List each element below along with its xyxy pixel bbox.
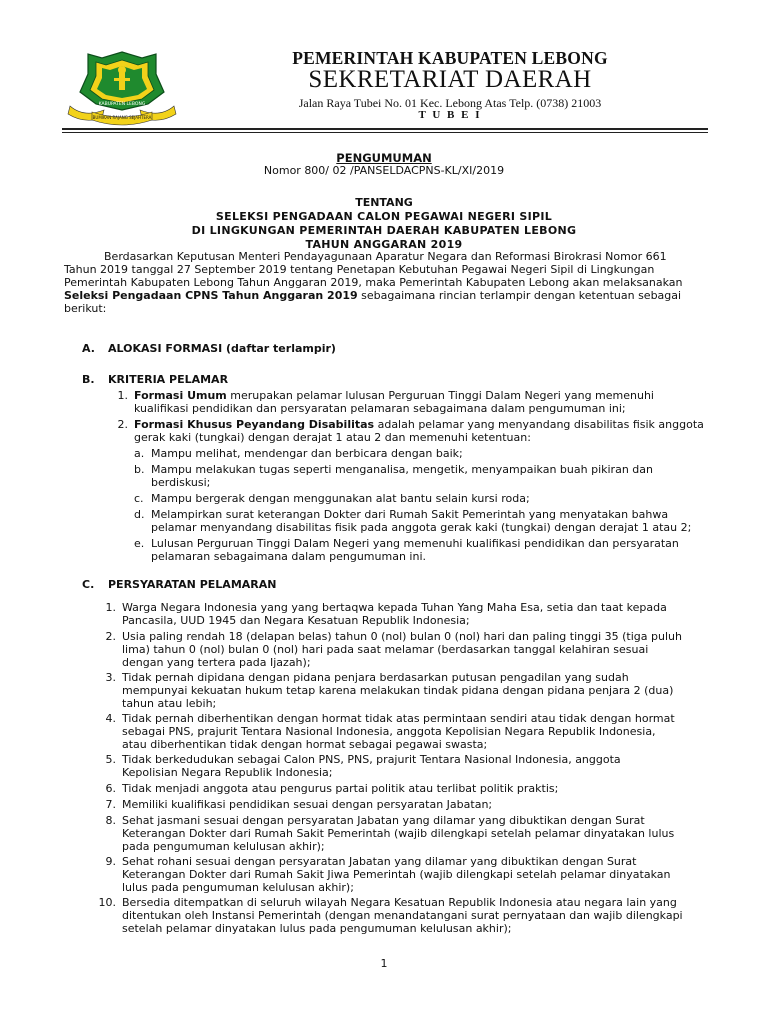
item-line: kualifikasi pendidikan dan persyaratan pelamaran sebagaimana dalam pengumuman ini; xyxy=(134,402,626,415)
item-line: lulus pada pengumuman kelulusan akhir); xyxy=(122,881,354,894)
item-text xyxy=(134,390,654,403)
item-line: mempunyai kekuatan hukum tetap karena melakukan tindak pidana dengan pidana penjara 2 (dua) xyxy=(122,684,674,697)
sub-line: berdiskusi; xyxy=(151,476,211,489)
sub-line: pelamar menyandang disabilitas fisik pada anggota gerak kaki (tungkai) dengan derajat 1 atau 2; xyxy=(151,521,692,534)
intro-line: Tahun 2019 tanggal 27 September 2019 tentang Penetapan Kebutuhan Pegawai Negeri Sipil di Lingkungan xyxy=(64,263,655,276)
kabupaten-lebong-logo xyxy=(64,48,180,126)
item-line: setelah pelamar dinyatakan lulus pada pengumuman kelulusan akhir); xyxy=(122,922,512,935)
sub-letter: c. xyxy=(134,492,144,505)
item-line: Kepolisian Negara Republik Indonesia; xyxy=(122,766,333,779)
item-number: 10. xyxy=(98,896,116,909)
letterhead-office: SEKRETARIAT DAERAH xyxy=(308,66,592,93)
sub-letter: e. xyxy=(134,537,145,550)
section-letter: C. xyxy=(82,578,95,591)
section-title: KRITERIA PELAMAR xyxy=(108,373,229,386)
item-line: Memiliki kualifikasi pendidikan sesuai dengan persyaratan Jabatan; xyxy=(122,798,493,811)
item-line: merupakan pelamar lulusan Perguruan Tinggi Dalam Negeri yang memenuhi xyxy=(226,389,654,402)
item-line: gerak kaki (tungkai) dengan derajat 1 atau 2 dan memenuhi ketentuan: xyxy=(134,431,531,444)
page-number: 1 xyxy=(380,957,388,970)
item-line: Tidak pernah diberhentikan dengan hormat tidak atas permintaan sendiri atau tidak dengan hormat xyxy=(122,712,675,725)
item-number: 8. xyxy=(105,814,116,827)
item-line: Tidak menjadi anggota atau pengurus partai politik atau terlibat politik praktis; xyxy=(122,782,559,795)
sub-line: Mampu melihat, mendengar dan berbicara dengan baik; xyxy=(151,447,463,460)
subject-line-1: SELEKSI PENGADAAN CALON PEGAWAI NEGERI SIPIL xyxy=(215,210,553,223)
item-line: sebagai PNS, prajurit Tentara Nasional Indonesia, anggota Kepolisian Negara Republik Indonesia, xyxy=(122,725,656,738)
svg-text:BUMIKAN RAJANG SEJAHTERA: BUMIKAN RAJANG SEJAHTERA xyxy=(92,115,152,120)
section-b-list xyxy=(98,390,708,570)
item-line: ditentukan oleh Instansi Pemerintah (dengan menandatangani surat pernyataan dan wajib dilengkapi xyxy=(122,909,683,922)
item-line: Keterangan Dokter dari Rumah Sakit Pemerintah (wajib dilengkapi setelah pelamar dinyatakan lulus xyxy=(122,827,675,840)
section-letter: B. xyxy=(82,373,95,386)
item-line: tahun atau lebih; xyxy=(122,697,217,710)
intro-line: Berdasarkan Keputusan Menteri Pendayagunaan Aparatur Negara dan Reformasi Birokrasi Nomor 661 xyxy=(104,250,667,263)
item-number: 6. xyxy=(105,782,116,795)
item-line: dengan yang tertera pada Ijazah); xyxy=(122,656,311,669)
subject-line-2: DI LINGKUNGAN PEMERINTAH DAERAH KABUPATEN LEBONG xyxy=(191,224,577,237)
item-line: Tidak berkedudukan sebagai Calon PNS, PNS, prajurit Tentara Nasional Indonesia, anggota xyxy=(122,753,621,766)
item-number: 4. xyxy=(105,712,116,725)
letterhead-city: T U B E I xyxy=(418,109,482,121)
item-line: atau diberhentikan tidak dengan hormat sebagai pegawai swasta; xyxy=(122,738,488,751)
intro-line: Pemerintah Kabupaten Lebong Tahun Anggaran 2019, maka Pemerintah Kabupaten Lebong akan melaksanakan xyxy=(64,276,683,289)
letterhead-address: Jalan Raya Tubei No. 01 Kec. Lebong Atas Telp. (0738) 21003 xyxy=(298,96,602,110)
item-line: lima) tahun 0 (nol) bulan 0 (nol) hari pada saat melamar (berdasarkan tanggal kelahiran sesuai xyxy=(122,643,649,656)
intro-tail: sebagaimana rincian terlampir dengan ketentuan sebagai xyxy=(357,289,682,302)
item-number: 1. xyxy=(117,389,128,402)
intro-line: berikut: xyxy=(64,302,107,315)
sub-line: pelamaran sebagaimana dalam pengumuman ini. xyxy=(151,550,426,563)
announcement-number: Nomor 800/ 02 /PANSELDACPNS-KL/XI/2019 xyxy=(263,164,505,177)
section-title: ALOKASI FORMASI (daftar terlampir) xyxy=(108,342,336,355)
sub-letter: b. xyxy=(134,463,145,476)
section-b-heading xyxy=(82,373,228,386)
section-c-heading xyxy=(82,578,276,591)
item-number: 2. xyxy=(117,418,128,431)
announcement-tentang: TENTANG xyxy=(355,196,413,209)
section-a-heading xyxy=(82,342,336,355)
letterhead-rule-thin xyxy=(62,132,708,133)
item-line: Tidak pernah dipidana dengan pidana penjara berdasarkan putusan pengadilan yang sudah xyxy=(122,671,629,684)
item-number: 2. xyxy=(105,630,116,643)
sub-line: Lulusan Perguruan Tinggi Dalam Negeri yang memenuhi kualifikasi pendidikan dan persyaratan xyxy=(151,537,679,550)
item-bold: Formasi Khusus Peyandang Disabilitas xyxy=(134,418,375,431)
item-line: Usia paling rendah 18 (delapan belas) tahun 0 (nol) bulan 0 (nol) hari dan paling tinggi 35 (tiga puluh xyxy=(122,630,682,643)
sub-letter: a. xyxy=(134,447,145,460)
svg-text:KABUPATEN LEBONG: KABUPATEN LEBONG xyxy=(98,102,146,107)
item-line: Warga Negara Indonesia yang yang bertaqwa kepada Tuhan Yang Maha Esa, setia dan taat kepada xyxy=(122,601,667,614)
sub-line: Mampu melakukan tugas seperti menganalisa, mengetik, menyampaikan buah pikiran dan xyxy=(151,463,653,476)
item-bold: Formasi Umum xyxy=(134,389,227,402)
item-number: 7. xyxy=(105,798,116,811)
sub-line: Mampu bergerak dengan menggunakan alat bantu selain kursi roda; xyxy=(151,492,530,505)
item-line: adalah pelamar yang menyandang disabilitas fisik anggota xyxy=(374,418,704,431)
item-number: 1. xyxy=(105,601,116,614)
intro-paragraph xyxy=(64,250,708,315)
subject-line-3: TAHUN ANGGARAN 2019 xyxy=(305,238,463,251)
letterhead-rule-thick xyxy=(62,128,708,130)
item-line: Bersedia ditempatkan di seluruh wilayah Negara Kesatuan Republik Indonesia atau negara lain yang xyxy=(122,896,677,909)
item-number: 9. xyxy=(105,855,116,868)
item-line: Sehat rohani sesuai dengan persyaratan Jabatan yang dilamar yang dibuktikan dengan Surat xyxy=(122,855,637,868)
section-title: PERSYARATAN PELAMARAN xyxy=(108,578,277,591)
section-letter: A. xyxy=(82,342,95,355)
intro-bold: Seleksi Pengadaan CPNS Tahun Anggaran 2019 xyxy=(64,289,358,302)
intro-line xyxy=(64,289,708,302)
announcement-title: PENGUMUMAN xyxy=(336,151,432,165)
item-number: 5. xyxy=(105,753,116,766)
item-line: Sehat jasmani sesuai dengan persyaratan Jabatan yang dilamar yang dibuktikan dengan Surat xyxy=(122,814,645,827)
sub-line: Melampirkan surat keterangan Dokter dari Rumah Sakit Pemerintah yang menyatakan bahwa xyxy=(151,508,669,521)
item-line: Keterangan Dokter dari Rumah Sakit Jiwa Pemerintah (wajib dilengkapi setelah pelamar dinyatakan xyxy=(122,868,671,881)
sub-letter: d. xyxy=(134,508,145,521)
letterhead-government: PEMERINTAH KABUPATEN LEBONG xyxy=(292,48,608,68)
item-text xyxy=(134,419,704,432)
item-number: 3. xyxy=(105,671,116,684)
item-line: Pancasila, UUD 1945 dan Negara Kesatuan Republik Indonesia; xyxy=(122,614,470,627)
item-line: pada pengumuman kelulusan akhir); xyxy=(122,840,325,853)
section-c-list xyxy=(86,602,708,942)
